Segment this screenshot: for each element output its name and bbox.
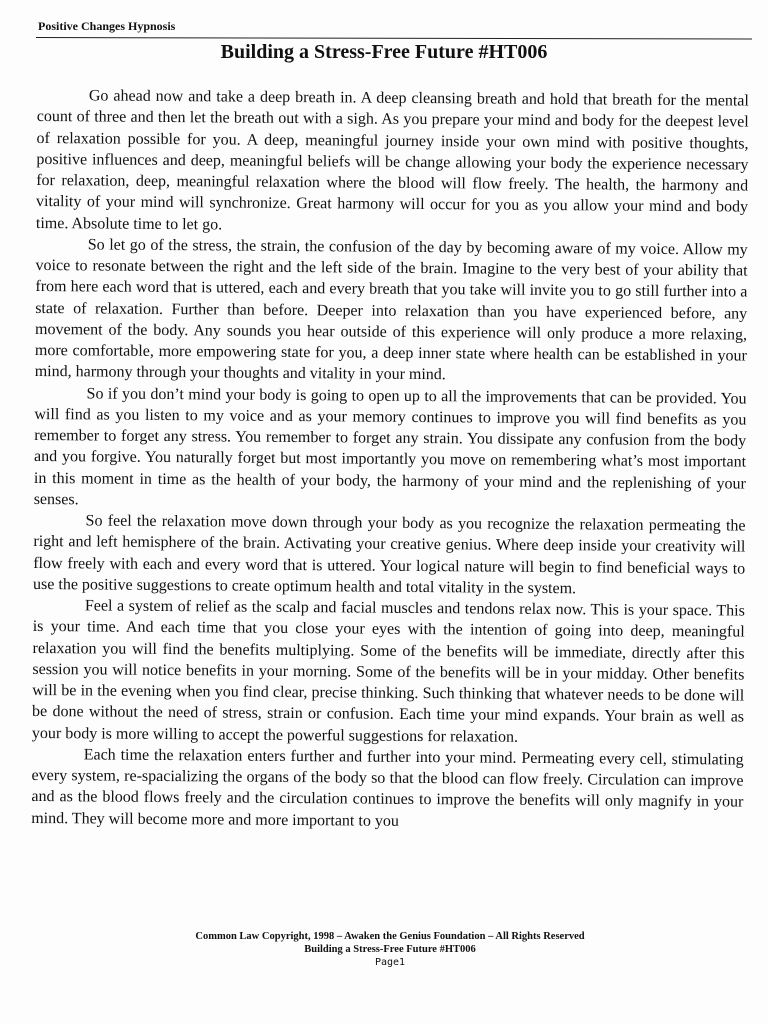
footer-doc-title: Building a Stress-Free Future #HT006 xyxy=(304,944,476,955)
paragraph-2: So let go of the stress, the strain, the confusion of the day by becoming aware of my voice. Allow my voice to resonate between the right and the left side of the brain. Imagine to the very best of your ability that from here each word that is uttered, each and every breath that you take will invite you to go still further into a state of relaxation. Further than before. Deeper into relaxation than you have experienced before, any movement of the body. Any sounds you hear outside of this experience will only produce a more relaxing, more comfortable, more empowering state for you, a deep inner state where health can be established in your mind, harmony through your thoughts and vitality in your mind. xyxy=(34,236,748,384)
footer-page-number: Page1 xyxy=(374,957,406,968)
page-footer xyxy=(0,930,768,969)
paragraph-5: Feel a system of relief as the scalp and facial muscles and tendons relax now. This is your space. This is your time. And each time that you close your eyes with the intention of going into deep, meaningful relaxation you will find the benefits multiplying. Some of the benefits will be immediate, directly after this session you will notice benefits in your morning. Some of the benefits will be in your midday. Other benefits will be in the evening when you find clear, precise thinking. Such thinking that whatever needs to be done will be done without the need of stress, strain or confusion. Each time your mind expands. Your brain as well as your body is more willing to accept the powerful suggestions for relaxation. xyxy=(31,597,745,746)
document-body xyxy=(31,85,749,834)
paragraph-1: Go ahead now and take a deep breath in. A deep cleansing breath and hold that breath for the mental count of three and then let the breath out with a sigh. As you prepare your mind and body for the deepest level of relaxation possible for you. A deep, meaningful journey inside your own mind with positive thoughts, positive influences and deep, meaningful beliefs will be change allowing your body the experience necessary for relaxation, deep, meaningful relaxation where the blood will flow freely. The health, the harmony and vitality of your mind will synchronize. Great harmony will occur for you as you allow your mind and body time. Absolute time to let go. xyxy=(35,87,749,233)
footer-copyright: Common Law Copyright, 1998 – Awaken the Genius Foundation – All Rights Reserved xyxy=(195,931,585,942)
paragraph-3: So if you don’t mind your body is going to open up to all the improvements that can be provided. You will find as you listen to my voice and as your memory continues to improve you will find benefits as you remember to forget any stress. You remember to forget any strain. You dissipate any confusion from the body and you forgive. You naturally forget but most importantly you move on remembering what’s most important in this moment in time as the health of your body, the harmony of your mind and the replenishing of your senses. xyxy=(33,384,747,509)
paragraph-6: Each time the relaxation enters further and further into your mind. Permeating every cell, stimulating every system, re-spacializing the organs of the body so that the blood can flow freely. Circulation can improve and as the blood flows freely and the circulation continues to improve the benefits will only magnify in your mind. They will become more and more important to you xyxy=(31,746,744,830)
paragraph-4: So feel the relaxation move down through your body as you recognize the relaxation permeating the right and left hemisphere of the brain. Activating your creative genius. Where deep inside your creativity will flow freely with each and every word that is uttered. Your logical nature will begin to find beneficial ways to use the positive suggestions to create optimum health and total vitality in the system. xyxy=(33,512,746,597)
document-title: Building a Stress-Free Future #HT006 xyxy=(220,41,548,63)
header-label: Positive Changes Hypnosis xyxy=(38,19,176,33)
